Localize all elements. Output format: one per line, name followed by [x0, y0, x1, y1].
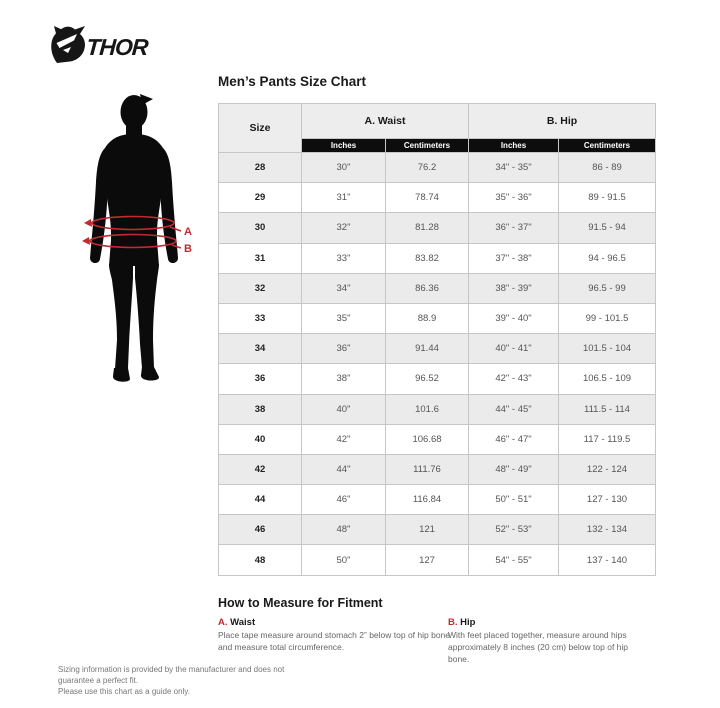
- waist-cm-cell: 86.36: [386, 273, 469, 303]
- table-row: [219, 424, 656, 454]
- hip-in-cell: 36" - 37": [469, 213, 559, 243]
- table-row: [219, 454, 656, 484]
- thor-goat-head-icon: [48, 24, 160, 66]
- table-row: [219, 183, 656, 213]
- hip-in-cell: 42" - 43": [469, 364, 559, 394]
- waist-inches-header: Inches: [302, 139, 386, 153]
- waist-in-cell: 46": [302, 485, 386, 515]
- hip-in-cell: 44" - 45": [469, 394, 559, 424]
- waist-in-cell: 30": [302, 153, 386, 183]
- size-cell: 36: [219, 364, 302, 394]
- size-chart-table: [218, 103, 656, 576]
- hip-cm-cell: 96.5 - 99: [559, 273, 656, 303]
- hip-instruction-text: With feet placed together, measure around hips approximately 8 inches (20 cm) below top of hip bone.: [448, 630, 629, 664]
- hip-cm-cell: 122 - 124: [559, 454, 656, 484]
- waist-in-cell: 50": [302, 545, 386, 575]
- size-cell: 34: [219, 334, 302, 364]
- size-column-header: Size: [219, 104, 302, 153]
- waist-cm-cell: 101.6: [386, 394, 469, 424]
- hip-instruction-heading: [448, 617, 644, 628]
- how-to-title: How to Measure for Fitment: [218, 596, 383, 610]
- body-silhouette-figure: [60, 90, 210, 392]
- thor-logo: [48, 24, 160, 66]
- size-cell: 28: [219, 153, 302, 183]
- hip-cm-cell: 106.5 - 109: [559, 364, 656, 394]
- hip-cm-cell: 99 - 101.5: [559, 303, 656, 333]
- hip-cm-cell: 89 - 91.5: [559, 183, 656, 213]
- waist-in-cell: 40": [302, 394, 386, 424]
- waist-in-cell: 38": [302, 364, 386, 394]
- size-cell: 44: [219, 485, 302, 515]
- waist-instruction-text: Place tape measure around stomach 2” below top of hip bone and measure total circumference.: [218, 630, 451, 652]
- waist-cm-cell: 78.74: [386, 183, 469, 213]
- hip-in-cell: 48" - 49": [469, 454, 559, 484]
- hip-letter: B.: [448, 617, 458, 628]
- size-cell: 48: [219, 545, 302, 575]
- hip-in-cell: 38" - 39": [469, 273, 559, 303]
- figure-label-b: B: [184, 243, 192, 255]
- disclaimer-line-2: Please use this chart as a guide only.: [58, 687, 190, 697]
- waist-cm-cell: 81.28: [386, 213, 469, 243]
- waist-cm-cell: 83.82: [386, 243, 469, 273]
- hip-inches-header: Inches: [469, 139, 559, 153]
- hip-cm-cell: 117 - 119.5: [559, 424, 656, 454]
- waist-cm-cell: 76.2: [386, 153, 469, 183]
- hip-group-header: B. Hip: [469, 104, 656, 139]
- size-cell: 32: [219, 273, 302, 303]
- hip-cm-cell: 127 - 130: [559, 485, 656, 515]
- size-cell: 46: [219, 515, 302, 545]
- size-cell: 30: [219, 213, 302, 243]
- size-cell: 31: [219, 243, 302, 273]
- waist-cm-cell: 116.84: [386, 485, 469, 515]
- hip-cm-cell: 94 - 96.5: [559, 243, 656, 273]
- table-row: [219, 394, 656, 424]
- size-cell: 40: [219, 424, 302, 454]
- hip-cm-cell: 132 - 134: [559, 515, 656, 545]
- page-title: Men’s Pants Size Chart: [218, 74, 367, 89]
- waist-cm-cell: 121: [386, 515, 469, 545]
- size-cell: 33: [219, 303, 302, 333]
- waist-cm-cell: 106.68: [386, 424, 469, 454]
- hip-cm-cell: 137 - 140: [559, 545, 656, 575]
- waist-instruction-heading: [218, 617, 450, 628]
- hip-name: Hip: [460, 617, 476, 628]
- hip-in-cell: 34" - 35": [469, 153, 559, 183]
- hip-in-cell: 46" - 47": [469, 424, 559, 454]
- waist-name: Waist: [230, 617, 256, 628]
- hip-in-cell: 37" - 38": [469, 243, 559, 273]
- hip-in-cell: 39" - 40": [469, 303, 559, 333]
- table-row: [219, 485, 656, 515]
- disclaimer-text: [58, 664, 320, 698]
- waist-in-cell: 35": [302, 303, 386, 333]
- table-row: [219, 213, 656, 243]
- disclaimer-line-1: Sizing information is provided by the manufacturer and does not guarantee a perfect fit.: [58, 665, 285, 686]
- waist-in-cell: 48": [302, 515, 386, 545]
- table-row: [219, 303, 656, 333]
- hip-cm-cell: 101.5 - 104: [559, 334, 656, 364]
- table-row: [219, 515, 656, 545]
- waist-in-cell: 42": [302, 424, 386, 454]
- hip-cm-cell: 91.5 - 94: [559, 213, 656, 243]
- table-row: [219, 545, 656, 575]
- size-cell: 42: [219, 454, 302, 484]
- hip-in-cell: 54" - 55": [469, 545, 559, 575]
- waist-in-cell: 44": [302, 454, 386, 484]
- waist-cm-cell: 91.44: [386, 334, 469, 364]
- figure-label-a: A: [184, 226, 192, 238]
- table-row: [219, 153, 656, 183]
- table-row: [219, 364, 656, 394]
- thor-logo-text: THOR: [85, 34, 149, 60]
- table-row: [219, 273, 656, 303]
- hip-centimeters-header: Centimeters: [559, 139, 656, 153]
- hip-cm-cell: 86 - 89: [559, 153, 656, 183]
- waist-in-cell: 32": [302, 213, 386, 243]
- waist-cm-cell: 111.76: [386, 454, 469, 484]
- waist-in-cell: 34": [302, 273, 386, 303]
- hip-in-cell: 52" - 53": [469, 515, 559, 545]
- waist-letter: A.: [218, 617, 228, 628]
- table-row: [219, 334, 656, 364]
- waist-instruction: [218, 617, 450, 654]
- waist-in-cell: 31": [302, 183, 386, 213]
- hip-cm-cell: 111.5 - 114: [559, 394, 656, 424]
- size-table-body: [219, 153, 656, 576]
- male-silhouette-icon: [90, 94, 178, 382]
- waist-group-header: A. Waist: [302, 104, 469, 139]
- hip-in-cell: 40" - 41": [469, 334, 559, 364]
- hip-in-cell: 35" - 36": [469, 183, 559, 213]
- hip-in-cell: 50" - 51": [469, 485, 559, 515]
- waist-cm-cell: 127: [386, 545, 469, 575]
- size-cell: 29: [219, 183, 302, 213]
- size-cell: 38: [219, 394, 302, 424]
- table-row: [219, 243, 656, 273]
- hip-instruction: [448, 617, 644, 666]
- waist-cm-cell: 96.52: [386, 364, 469, 394]
- waist-cm-cell: 88.9: [386, 303, 469, 333]
- waist-in-cell: 33": [302, 243, 386, 273]
- waist-in-cell: 36": [302, 334, 386, 364]
- waist-centimeters-header: Centimeters: [386, 139, 469, 153]
